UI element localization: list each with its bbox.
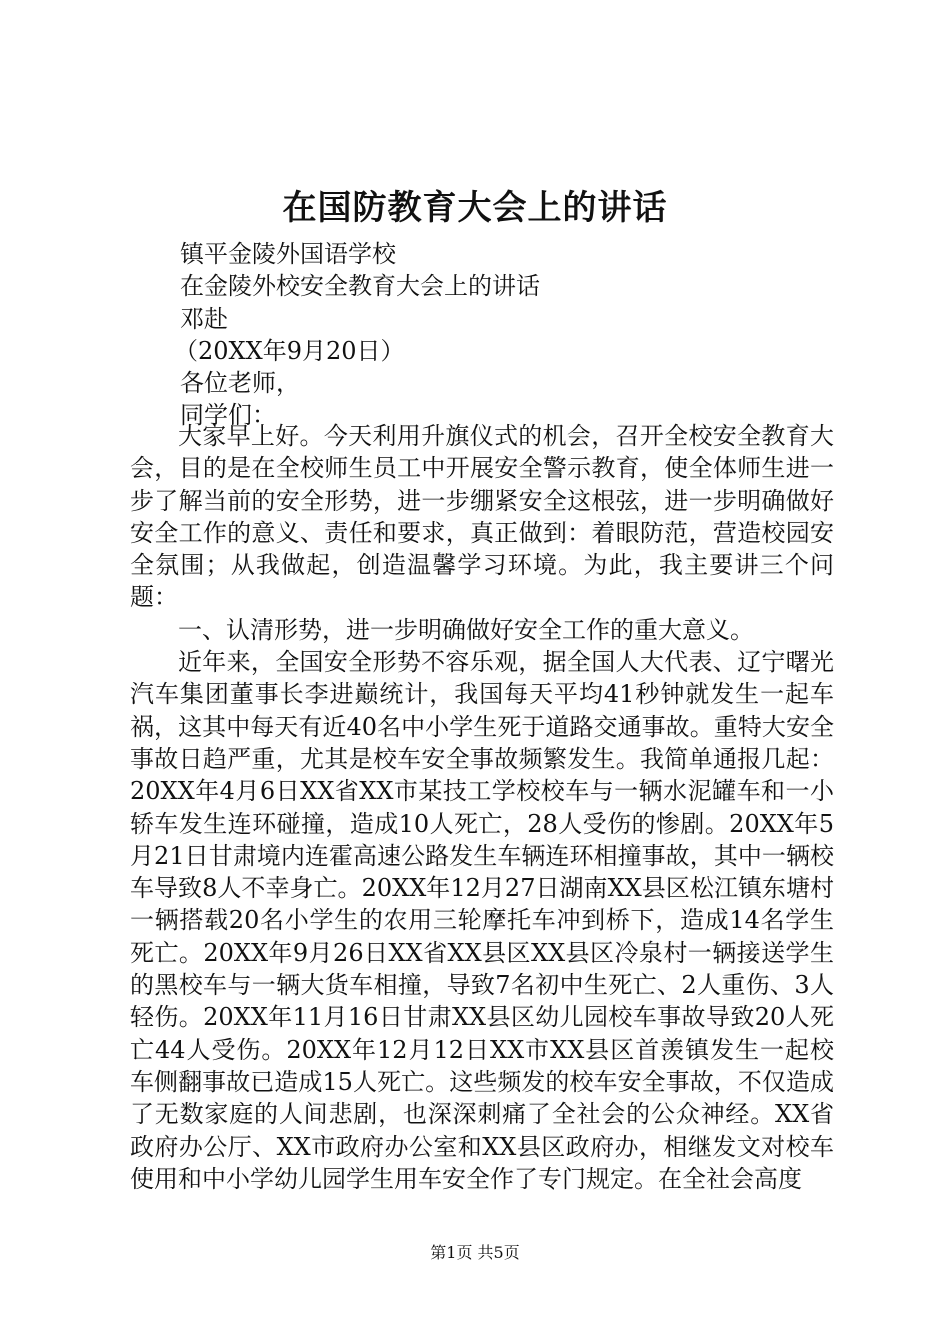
document-title: 在国防教育大会上的讲话 [282,188,668,228]
speech-body [130,420,834,1195]
section-heading-1: 一、认清形势，进一步明确做好安全工作的重大意义。 [178,615,754,644]
school-name: 镇平金陵外国语学校 [180,240,396,268]
page-footer: 第1页 共5页 [430,1243,520,1262]
body-paragraph-opening: 大家早上好。今天利用升旗仪式的机会，召开全校安全教育大会，目的是在全校师生员工中开展安全警示教育，使全体师生进一步了解当前的安全形势，进一步绷紧安全这根弦，进一步明确做好安全工作的意义、责任和要求，真正做到：着眼防范，营造校园安全氛围；从我做起，创造温馨学习环境。为此，我主要讲三个问题： [130,422,834,612]
speech-header [174,238,880,432]
body-paragraph-statistics: 近年来，全国安全形势不容乐观，据全国人大代表、辽宁曙光汽车集团董事长李进巅统计，我国每天平均41秒钟就发生一起车祸，这其中每天有近40名中小学生死于道路交通事故。重特大安全事故日趋严重，尤其是校车安全事故频繁发生。我简单通报几起：20XX年4月6日XX省XX市某技工学校校车与一辆水泥罐车和一小轿车发生连环碰撞，造成10人死亡，28人受伤的惨剧。20XX年5月21日甘肃境内连霍高速公路发生车辆连环相撞事故，其中一辆校车导致8人不幸身亡。20XX年12月27日湖南XX县区松江镇东塘村一辆搭载20名小学生的农用三轮摩托车冲到桥下，造成14名学生死亡。20XX年9月26日XX省XX县区XX县区冷泉村一辆接送学生的黑校车与一辆大货车相撞，导致7名初中生死亡、2人重伤、3人轻伤。20XX年11月16日甘肃XX县区幼儿园校车事故导致20人死亡44人受伤。20XX年12月12日XX市XX县区首羡镇发生一起校车侧翻事故已造成15人死亡。这些频发的校车安全事故，不仅造成了无数家庭的人间悲剧，也深深刺痛了全社会的公众神经。XX省政府办公厅、XX市政府办公室和XX县区政府办，相继发文对校车使用和中小学幼儿园学生用车安全作了专门规定。在全社会高度 [130,648,834,1193]
salutation-students: 同学们： [180,401,276,430]
speech-date: （20XX年9月20日） [174,336,405,365]
speaker-name: 邓赴 [180,304,228,333]
salutation-teachers: 各位老师， [180,369,300,398]
speech-subtitle: 在金陵外校安全教育大会上的讲话 [180,272,540,301]
